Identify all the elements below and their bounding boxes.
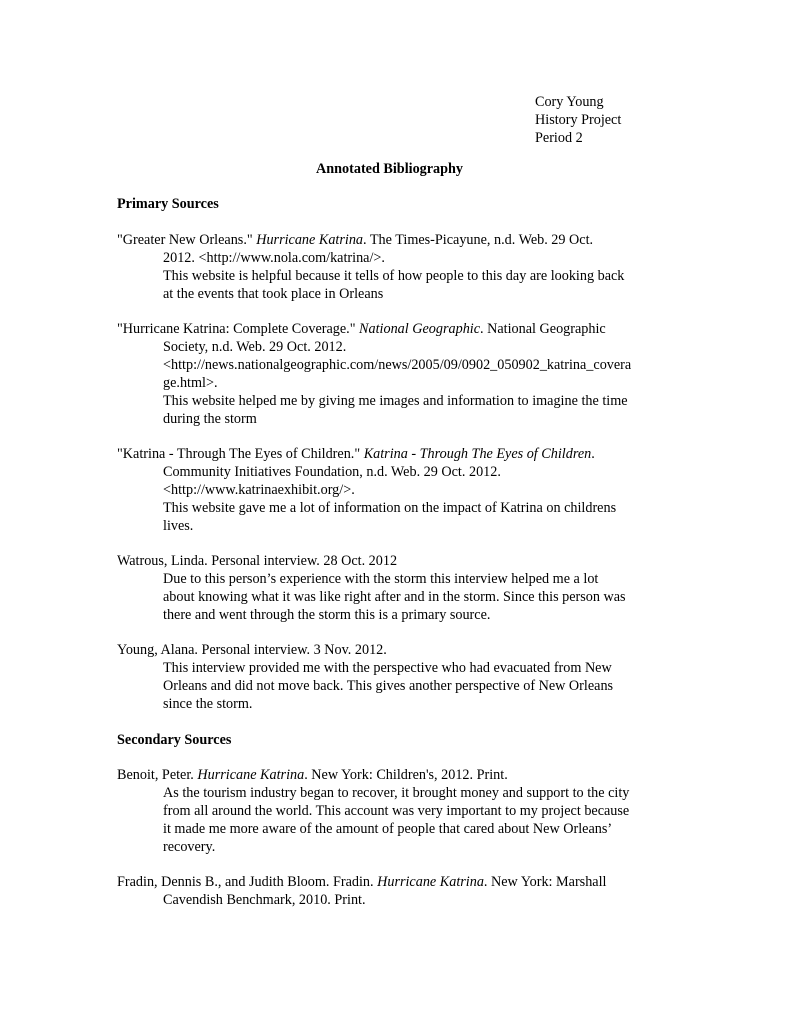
annotation-line: recovery. (163, 839, 216, 855)
citation-url: <http://www.katrinaexhibit.org/>. (163, 482, 355, 498)
annotation-line: This interview provided me with the perspective who had evacuated from New (163, 660, 612, 676)
annotation-line: Orleans and did not move back. This gives another perspective of New Orleans (163, 678, 614, 694)
citation-line: Young, Alana. Personal interview. 3 Nov. 2012. (117, 642, 387, 658)
author-name: Cory Young (535, 94, 604, 110)
citation-line: "Katrina - Through The Eyes of Children." Katrina - Through The Eyes of Children. (117, 446, 595, 462)
annotation-line: at the events that took place in Orleans (163, 286, 384, 302)
citation-url: ge.html>. (163, 375, 218, 391)
citation-line: Fradin, Dennis B., and Judith Bloom. Fradin. Hurricane Katrina. New York: Marshall (117, 874, 607, 890)
citation-line: 2012. <http://www.nola.com/katrina/>. (163, 250, 385, 266)
annotation-line: there and went through the storm this is a primary source. (163, 607, 491, 623)
annotation-line: Due to this person’s experience with the storm this interview helped me a lot (163, 571, 599, 587)
primary-sources-heading: Primary Sources (117, 196, 219, 212)
citation-line: Benoit, Peter. Hurricane Katrina. New York: Children's, 2012. Print. (117, 767, 508, 783)
annotation-line: lives. (163, 518, 194, 534)
document-title: Annotated Bibliography (316, 161, 464, 177)
class-period: Period 2 (535, 130, 583, 146)
secondary-sources-heading: Secondary Sources (117, 732, 232, 748)
annotation-line: since the storm. (163, 696, 253, 712)
annotation-line: This website gave me a lot of information on the impact of Katrina on childrens (163, 500, 617, 516)
citation-line: Watrous, Linda. Personal interview. 28 Oct. 2012 (117, 553, 398, 569)
annotation-line: about knowing what it was like right after and in the storm. Since this person was (163, 589, 626, 605)
citation-line: Society, n.d. Web. 29 Oct. 2012. (163, 339, 347, 355)
citation-line: Cavendish Benchmark, 2010. Print. (163, 892, 366, 908)
annotation-line: This website helped me by giving me images and information to imagine the time (163, 393, 628, 409)
annotation-line: As the tourism industry began to recover, it brought money and support to the city (163, 785, 630, 801)
citation-line: "Greater New Orleans." Hurricane Katrina. The Times-Picayune, n.d. Web. 29 Oct. (117, 232, 594, 248)
annotation-line: during the storm (163, 411, 257, 427)
annotation-line: from all around the world. This account was very important to my project because (163, 803, 630, 819)
course-name: History Project (535, 112, 622, 128)
citation-line: Community Initiatives Foundation, n.d. Web. 29 Oct. 2012. (163, 464, 501, 480)
annotation-line: it made me more aware of the amount of people that cared about New Orleans’ (163, 821, 613, 837)
citation-url: <http://news.nationalgeographic.com/news/2005/09/0902_050902_katrina_covera (163, 357, 632, 373)
citation-line: "Hurricane Katrina: Complete Coverage." National Geographic. National Geographic (117, 321, 606, 337)
annotation-line: This website is helpful because it tells of how people to this day are looking back (163, 268, 625, 284)
